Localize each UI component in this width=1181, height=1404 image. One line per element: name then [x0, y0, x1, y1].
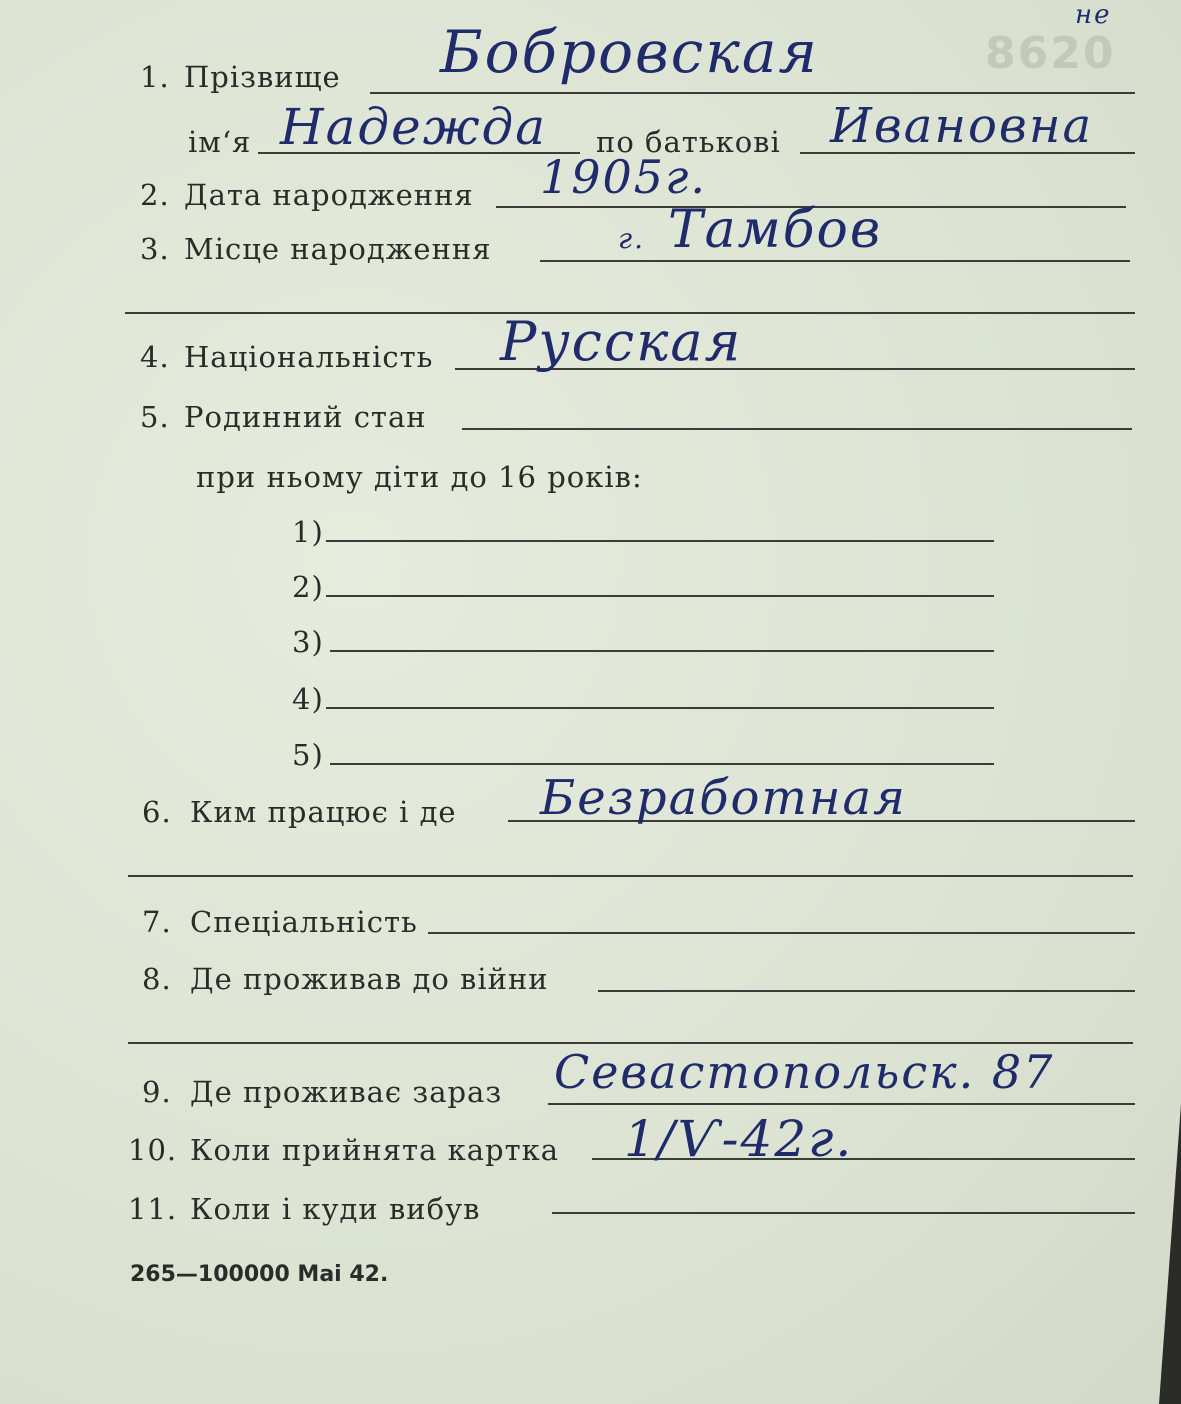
- q10-label: Коли прийнята картка: [190, 1133, 560, 1167]
- q9-number: 9.: [142, 1075, 172, 1109]
- child-2-label: 2): [292, 570, 324, 604]
- scan-background-corner: [1159, 1104, 1181, 1404]
- child-1-line: [326, 540, 994, 542]
- q8-number: 8.: [142, 962, 172, 996]
- q10-number: 10.: [128, 1133, 178, 1167]
- q3-value: Тамбов: [668, 200, 883, 260]
- child-3-label: 3): [292, 625, 324, 659]
- q9-value: Севастопольск. 87: [554, 1045, 1055, 1099]
- q11-line: [552, 1212, 1135, 1214]
- q9-line: [548, 1103, 1135, 1105]
- q7-label: Спеціальність: [190, 905, 418, 939]
- q8-line-2: [128, 1042, 1133, 1044]
- child-1-label: 1): [292, 515, 324, 549]
- q5-line: [462, 428, 1132, 430]
- print-footer: 265—100000 Mai 42.: [130, 1262, 389, 1287]
- q5-label: Родинний стан: [184, 400, 427, 434]
- q1-label: Прізвище: [184, 60, 341, 94]
- q7-number: 7.: [142, 905, 172, 939]
- child-4-label: 4): [292, 682, 324, 716]
- q9-label: Де проживає зараз: [190, 1075, 503, 1109]
- child-5-label: 5): [292, 738, 324, 772]
- q3-line: [540, 260, 1130, 262]
- child-2-line: [326, 595, 994, 597]
- q5-number: 5.: [140, 400, 170, 434]
- archive-number-stamp: 8620: [985, 28, 1116, 79]
- q1-number: 1.: [140, 60, 170, 94]
- q3-value-prefix: г.: [618, 222, 646, 255]
- q6-value: Безработная: [540, 770, 907, 826]
- q6-line-2: [128, 875, 1133, 877]
- q7-line: [428, 932, 1135, 934]
- q3-label: Місце народження: [184, 232, 492, 266]
- q1b-name-value: Надежда: [280, 98, 548, 156]
- q2-label: Дата народження: [184, 178, 474, 212]
- child-5-line: [330, 763, 994, 765]
- q1-line: [370, 92, 1135, 94]
- q4-number: 4.: [140, 340, 170, 374]
- q6-number: 6.: [142, 795, 172, 829]
- q3-number: 3.: [140, 232, 170, 266]
- q5-children-label: при ньому діти до 16 років:: [196, 460, 643, 494]
- child-4-line: [326, 707, 994, 709]
- q8-line: [598, 990, 1135, 992]
- q4-value: Русская: [500, 310, 743, 373]
- q2-value: 1905г.: [540, 150, 707, 204]
- q1b-patronymic-value: Ивановна: [830, 98, 1094, 154]
- q11-number: 11.: [128, 1192, 178, 1226]
- q11-label: Коли і куди вибув: [190, 1192, 481, 1226]
- q6-label: Ким працює і де: [190, 795, 457, 829]
- q2-number: 2.: [140, 178, 170, 212]
- archive-number-suffix: не: [1075, 0, 1112, 30]
- q1b-name-label: ім‘я: [188, 125, 252, 159]
- q1b-patronymic-label: по батькові: [596, 125, 781, 159]
- child-3-line: [330, 650, 994, 652]
- q8-label: Де проживав до війни: [190, 962, 549, 996]
- q1-value: Бобровская: [440, 18, 819, 86]
- q10-value: 1/Ѵ-42г.: [624, 1110, 854, 1168]
- q4-label: Національність: [184, 340, 434, 374]
